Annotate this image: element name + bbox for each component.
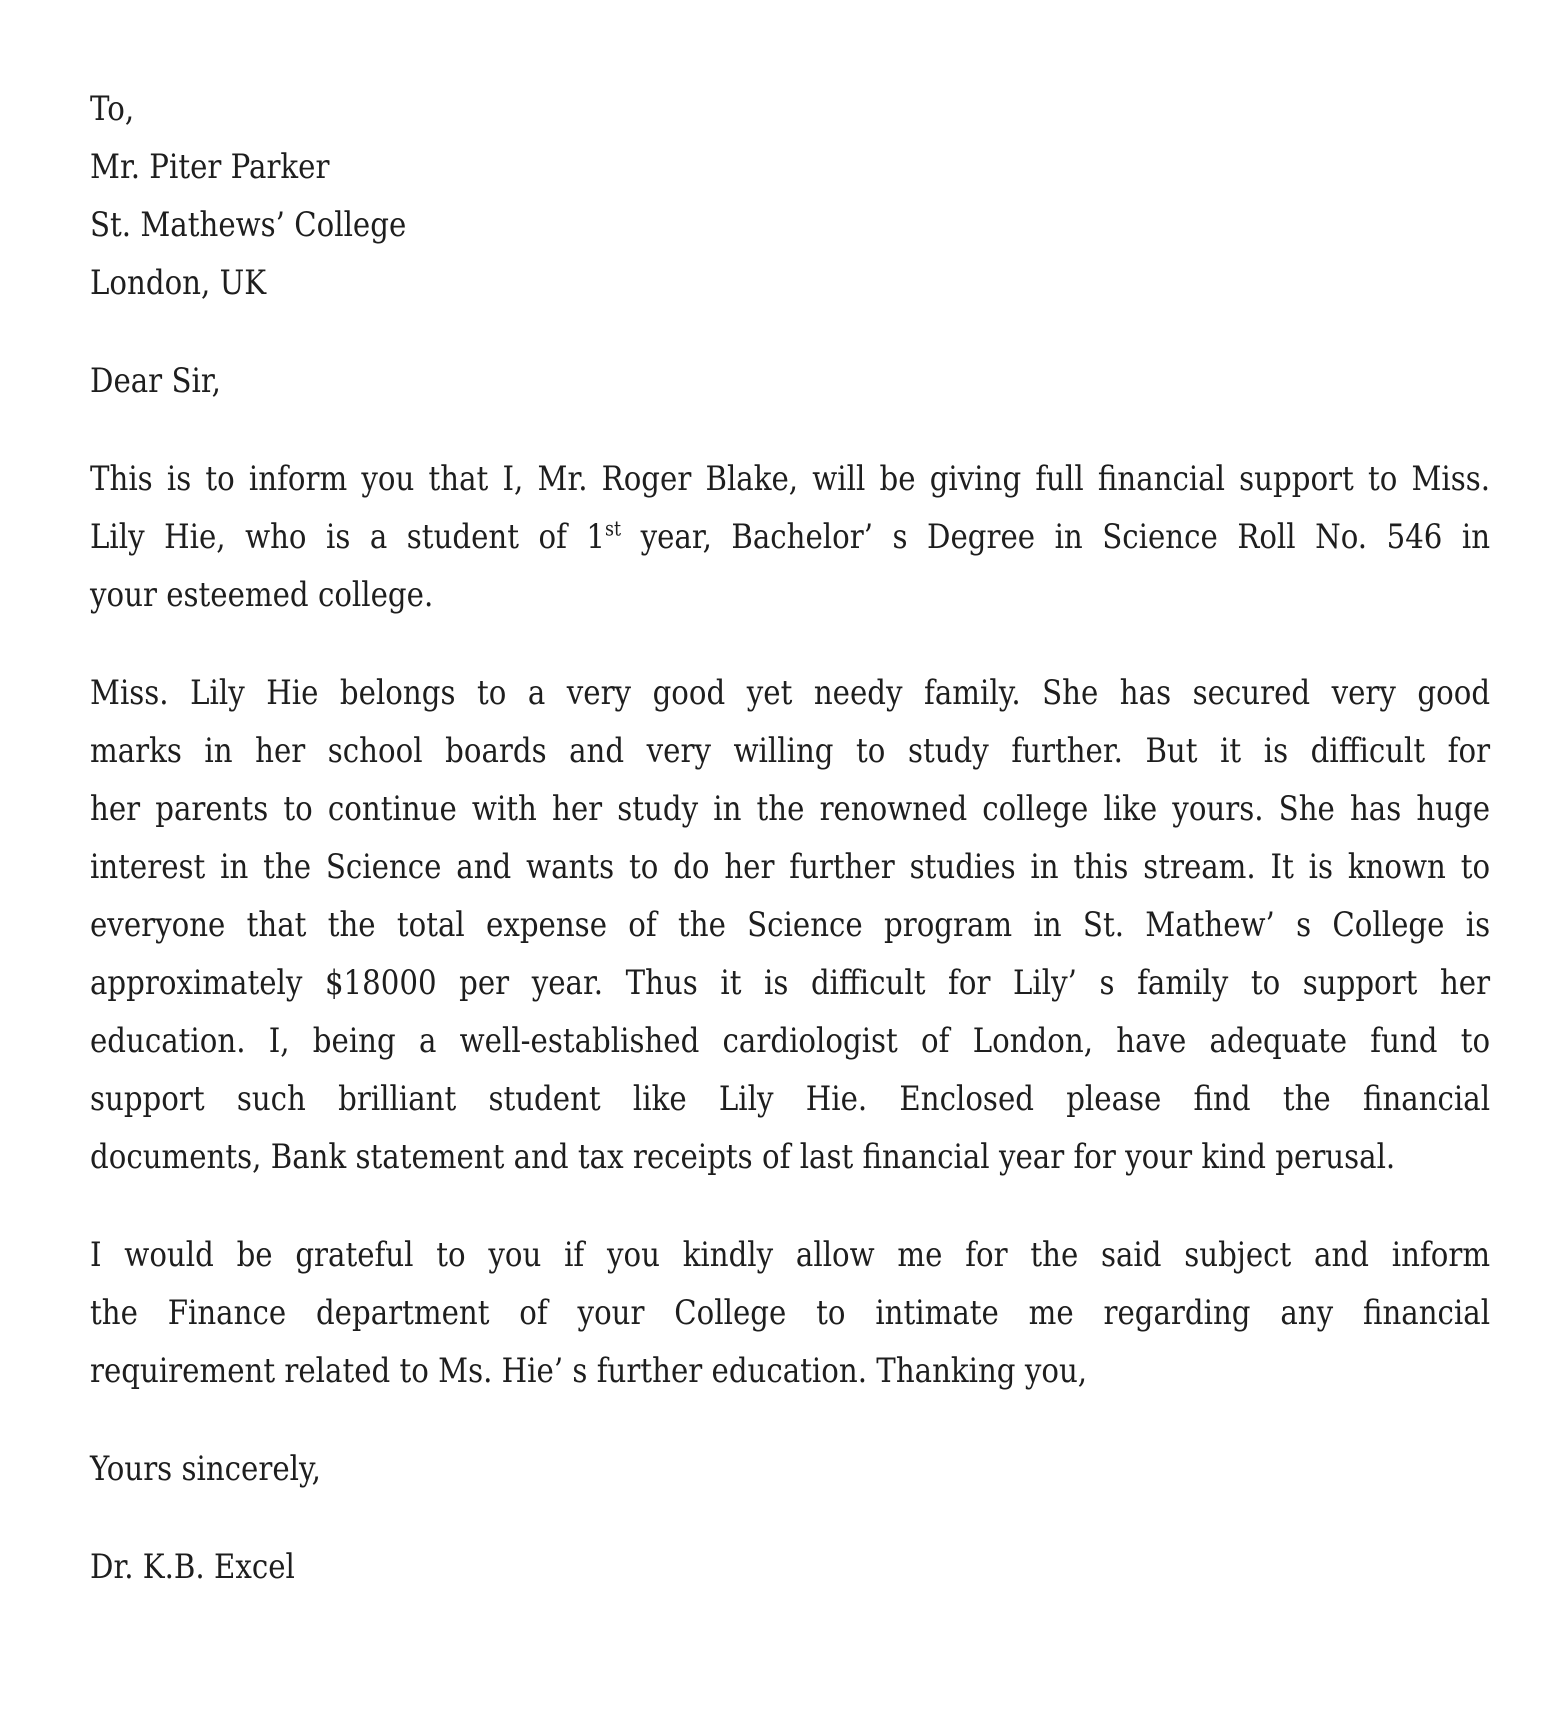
paragraph-line: I would be grateful to you if you kindly allow me for the said subject and inform xyxy=(90,1235,1491,1275)
paragraph-line: the Finance department of your College to intimate me regarding any financial xyxy=(90,1293,1491,1333)
letter xyxy=(90,80,1490,1596)
paragraph-line: Lily Hie, who is a student of 1st year, Bachelor’ s Degree in Science Roll No. 546 in xyxy=(90,516,1491,557)
paragraph-line: education. I, being a well-established cardiologist of London, have adequate fund to xyxy=(90,1021,1491,1061)
paragraph-body xyxy=(90,664,1490,1186)
signature: Dr. K.B. Excel xyxy=(90,1547,295,1587)
paragraph-line: her parents to continue with her study in the renowned college like yours. She has huge xyxy=(90,789,1491,829)
paragraph-line: everyone that the total expense of the Science program in St. Mathew’ s College is xyxy=(90,905,1491,945)
paragraph-line: This is to inform you that I, Mr. Roger Blake, will be giving full financial support to Miss. xyxy=(90,459,1491,499)
recipient-location: London, UK xyxy=(90,263,267,303)
paragraph-line: support such brilliant student like Lily Hie. Enclosed please find the financial xyxy=(90,1079,1491,1119)
paragraph-line: requirement related to Ms. Hie’ s further education. Thanking you, xyxy=(90,1351,1088,1391)
greeting: Dear Sir, xyxy=(90,361,221,401)
paragraph-line: interest in the Science and wants to do her further studies in this stream. It is known to xyxy=(90,847,1491,887)
closing: Yours sincerely, xyxy=(90,1449,321,1489)
paragraph-intro xyxy=(90,450,1490,624)
paragraph-line: Miss. Lily Hie belongs to a very good yet needy family. She has secured very good xyxy=(90,673,1491,713)
recipient-institution: St. Mathews’ College xyxy=(90,205,407,245)
recipient-name: Mr. Piter Parker xyxy=(90,147,330,187)
to-label: To, xyxy=(90,89,135,129)
paragraph-line: your esteemed college. xyxy=(90,575,434,615)
paragraph-line: marks in her school boards and very willing to study further. But it is difficult for xyxy=(90,731,1491,771)
recipient-address xyxy=(90,80,1490,312)
paragraph-line: approximately $18000 per year. Thus it is difficult for Lily’ s family to support her xyxy=(90,963,1491,1003)
paragraph-request xyxy=(90,1226,1490,1400)
paragraph-line: documents, Bank statement and tax receipts of last financial year for your kind perusal. xyxy=(90,1137,1396,1177)
